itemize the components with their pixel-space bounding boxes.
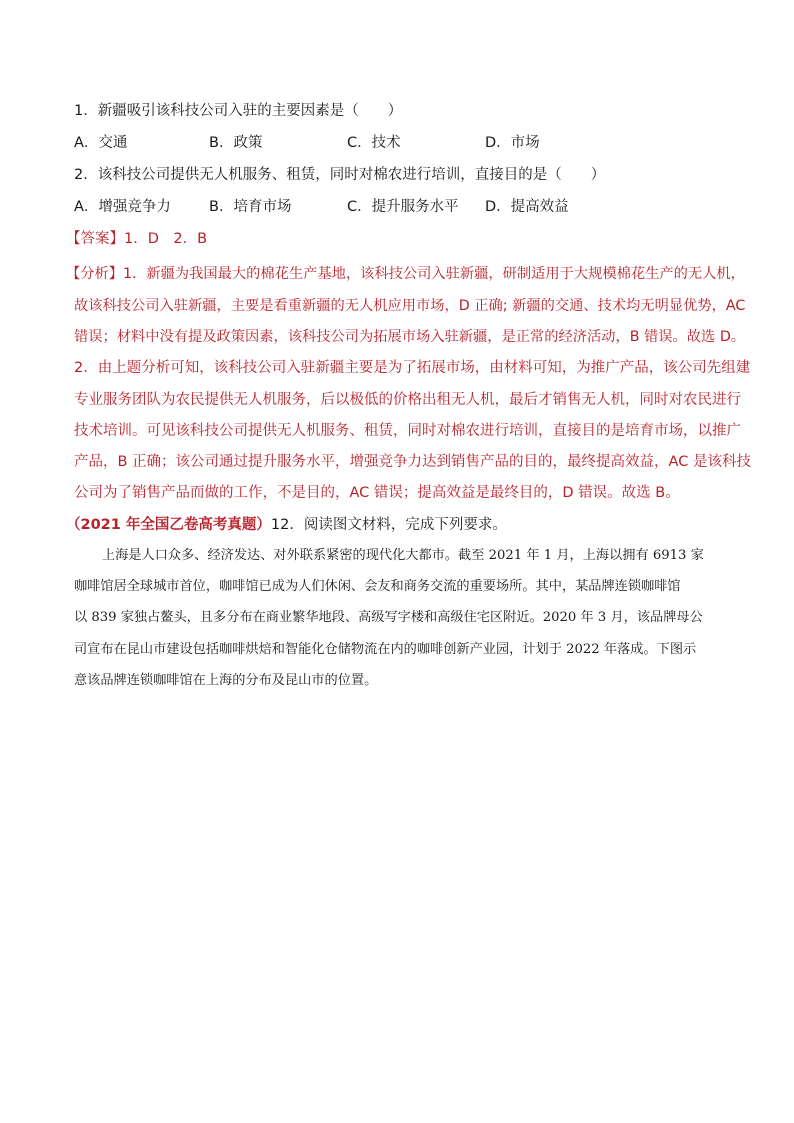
q2-option-d: D．提高效益 xyxy=(485,199,569,215)
q2-option-c: C．提升服务水平 xyxy=(347,199,459,215)
q1-option-d: D．市场 xyxy=(485,135,540,151)
material-line-5: 意该品牌连锁咖啡馆在上海的分布及昆山市的位置。 xyxy=(74,673,378,688)
analysis-line-8: 公司为了销售产品而做的工作，不是目的，AC 错误；提高效益是最终目的，D 错误。故选 B。 xyxy=(74,485,680,501)
material-line-3: 以 839 家独占鳌头，且多分布在商业繁华地段、高级写字楼和高级住宅区附近。2020 年 3 月，该品牌母公 xyxy=(74,610,703,625)
question-1-stem: 1．新疆吸引该科技公司入驻的主要因素是（ ） xyxy=(74,103,403,119)
answer-tag: 【答案】 xyxy=(66,231,124,247)
analysis-line-3: 错误；材料中没有提及政策因素，该科技公司为拓展市场入驻新疆，是正常的经济活动，B 错误。故选 D。 xyxy=(74,329,746,345)
analysis-line-5: 专业服务团队为农民提供无人机服务，后以极低的价格出租无人机，最后才销售无人机，同时对农民进行 xyxy=(74,392,741,408)
q1-option-a: A．交通 xyxy=(74,135,128,151)
answer-line xyxy=(66,229,716,249)
analysis-text-1: 1．新疆为我国最大的棉花生产基地，该科技公司入驻新疆，研制适用于大规模棉花生产的无人机， xyxy=(123,266,745,282)
question-12-stem: 12．阅读图文材料，完成下列要求。 xyxy=(270,517,507,533)
material-line-2: 咖啡馆居全球城市首位，咖啡馆已成为人们休闲、会友和商务交流的重要场所。其中，某品牌连锁咖啡馆 xyxy=(74,579,681,594)
answer-text: 1．D 2．B xyxy=(124,231,208,247)
material-line-4: 司宣布在昆山市建设包括咖啡烘焙和智能化仓储物流在内的咖啡创新产业园，计划于 2022 年落成。下图示 xyxy=(74,642,697,657)
analysis-line-7: 产品，B 正确；该公司通过提升服务水平，增强竞争力达到销售产品的目的，最终提高效益，AC 是该科技 xyxy=(74,454,751,470)
q2-option-b: B．培育市场 xyxy=(209,199,292,215)
analysis-line-2: 故该科技公司入驻新疆，主要是看重新疆的无人机应用市场，D 正确; 新疆的交通、技术均无明显优势，AC xyxy=(74,298,746,314)
material-line-1: 上海是人口众多、经济发达、对外联系紧密的现代化大都市。截至 2021 年 1 月，上海以拥有 6913 家 xyxy=(102,548,704,563)
q2-option-a: A．增强竞争力 xyxy=(74,199,171,215)
question-12-source: （2021 年全国乙卷高考真题） xyxy=(66,517,271,533)
question-2-stem: 2．该科技公司提供无人机服务、租赁，同时对棉农进行培训，直接目的是（ ） xyxy=(74,167,606,183)
analysis-line-4: 2．由上题分析可知，该科技公司入驻新疆主要是为了拓展市场，由材料可知，为推广产品，该公司先组建 xyxy=(74,360,751,376)
analysis-line-1 xyxy=(66,264,745,284)
q1-option-c: C．技术 xyxy=(347,135,401,151)
analysis-tag: 【分析】 xyxy=(66,266,124,282)
question-12-header xyxy=(66,515,716,535)
analysis-line-6: 技术培训。可见该科技公司提供无人机服务、租赁，同时对棉农进行培训，直接目的是培育市场，以推广 xyxy=(74,423,741,439)
q1-option-b: B．政策 xyxy=(209,135,263,151)
